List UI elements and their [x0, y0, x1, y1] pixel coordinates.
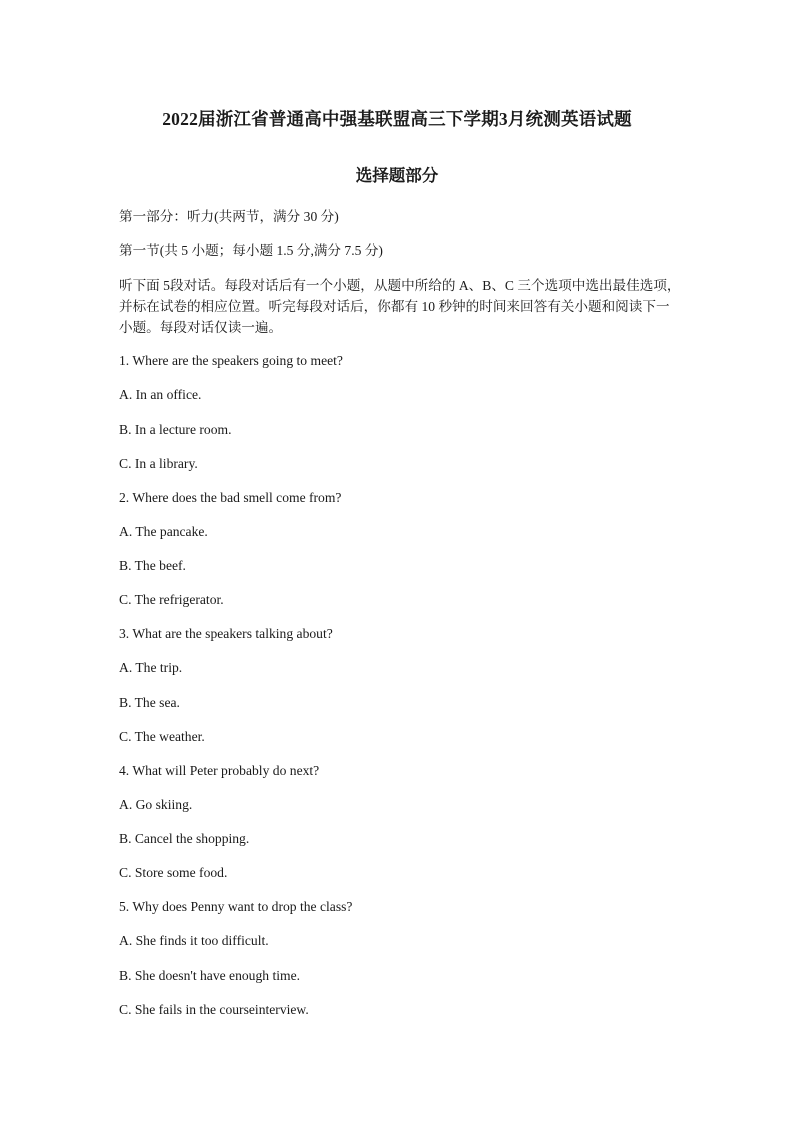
- question-option: C. Store some food.: [119, 865, 228, 880]
- question-stem: 5. Why does Penny want to drop the class?: [119, 899, 353, 914]
- question-stem: 2. Where does the bad smell come from?: [119, 490, 342, 505]
- question-option: A. In an office.: [119, 387, 202, 402]
- question-option: A. The trip.: [119, 660, 183, 675]
- section-heading: 选择题部分: [355, 166, 439, 185]
- question-option: A. She finds it too difficult.: [119, 933, 269, 948]
- question-option: B. She doesn't have enough time.: [119, 968, 301, 983]
- question-stem: 3. What are the speakers talking about?: [119, 626, 333, 641]
- question-option: A. The pancake.: [119, 524, 208, 539]
- question-option: B. Cancel the shopping.: [119, 831, 250, 846]
- question-option: B. The sea.: [119, 695, 180, 710]
- question-option: C. She fails in the courseinterview.: [119, 1002, 309, 1017]
- part-heading: 第一部分：听力(共两节，满分 30 分): [119, 209, 339, 224]
- question-option: C. The refrigerator.: [119, 592, 224, 607]
- question-stem: 4. What will Peter probably do next?: [119, 763, 320, 778]
- question-option: C. The weather.: [119, 729, 205, 744]
- question-option: B. In a lecture room.: [119, 422, 232, 437]
- question-option: B. The beef.: [119, 558, 186, 573]
- question-option: A. Go skiing.: [119, 797, 193, 812]
- question-option: C. In a library.: [119, 456, 198, 471]
- section-heading-listening: 第一节(共 5 小题；每小题 1.5 分,满分 7.5 分): [119, 243, 383, 258]
- document-title: 2022届浙江省普通高中强基联盟高三下学期3月统测英语试题: [162, 109, 632, 129]
- instructions-paragraph: 听下面 5段对话。每段对话后有一个小题，从题中所给的 A、B、C 三个选项中选出最佳选项，并标在试卷的相应位置。听完每段对话后，你都有 10 秒钟的时间来回答有关小题和阅读下一小题。每段对话仅读一遍。: [119, 278, 681, 335]
- question-stem: 1. Where are the speakers going to meet?: [119, 353, 343, 368]
